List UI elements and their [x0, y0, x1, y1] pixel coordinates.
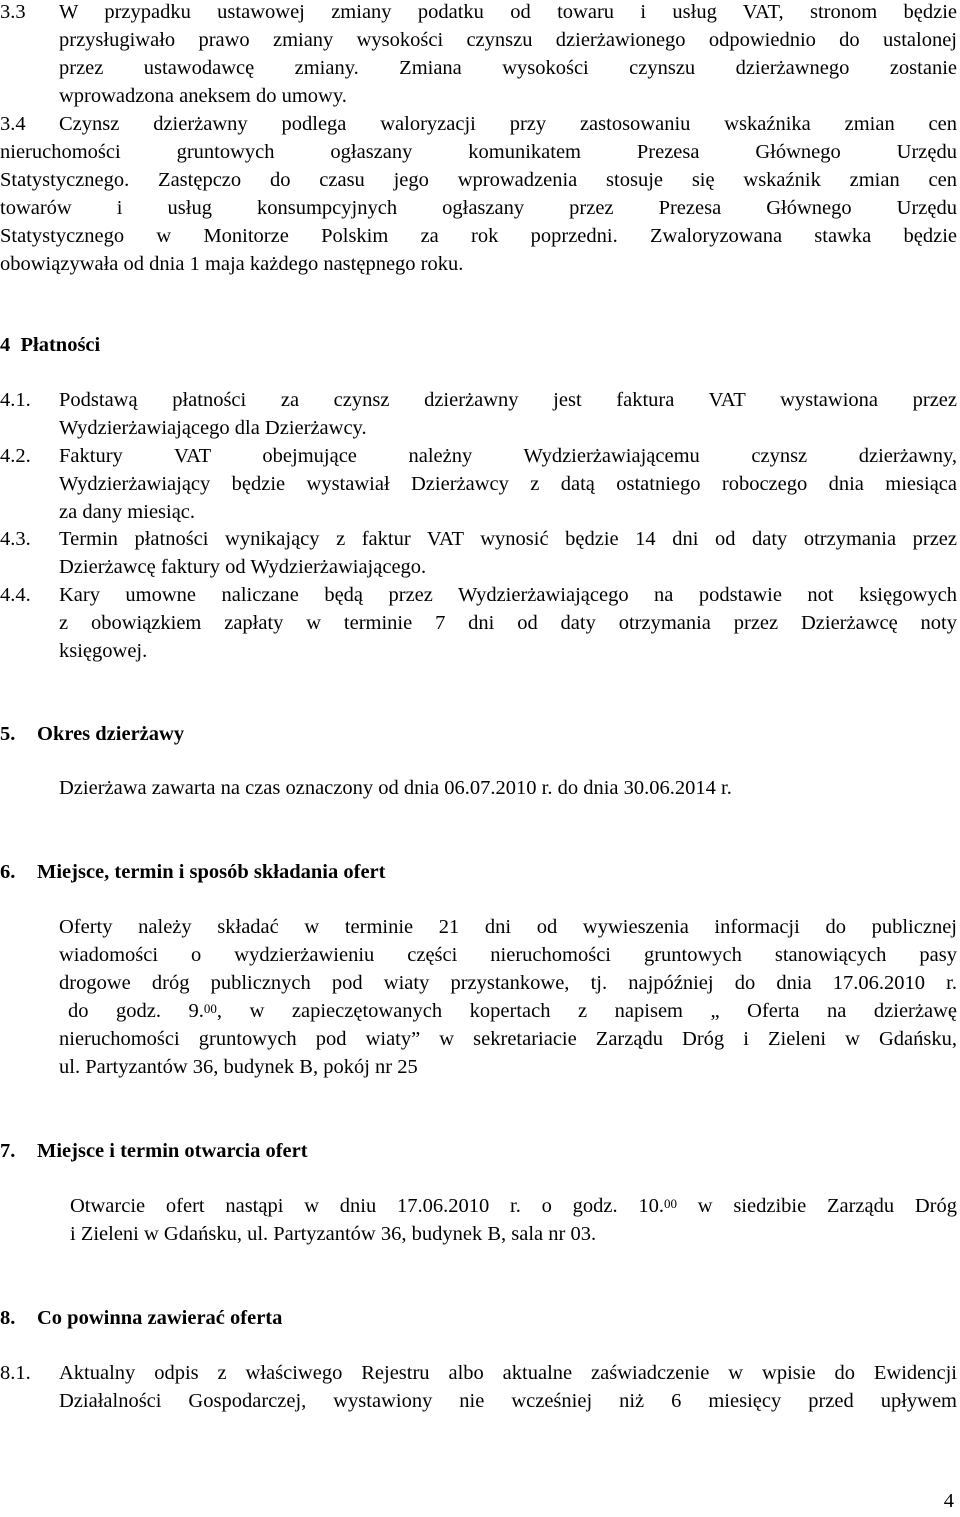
text-line-with-superscript: [68, 997, 957, 1025]
section-title: Miejsce i termin otwarcia ofert: [37, 1140, 308, 1162]
text-line: Statystycznego w Monitorze Polskim za rok poprzedni. Zwaloryzowana stawka będzie: [0, 225, 957, 247]
text-line: Działalności Gospodarczej, wystawiony nie wcześniej niż 6 miesięcy przed upływem: [59, 1390, 957, 1412]
section-number: 8.: [0, 1307, 16, 1329]
section-heading-platnosci: 4 Płatności: [0, 334, 101, 356]
text-line: nieruchomości gruntowych ogłaszany komunikatem Prezesa Głównego Urzędu: [0, 141, 957, 163]
text-fragment: Otwarcie ofert nastąpi w dniu 17.06.2010 r. o godz. 10.: [70, 1195, 664, 1217]
text-line: towarów i usług konsumpcyjnych ogłaszany przez Prezesa Głównego Urzędu: [0, 197, 957, 219]
superscript: 00: [663, 1196, 677, 1211]
text-line: Kary umowne naliczane będą przez Wydzierżawiającego na podstawie not księgowych: [59, 584, 957, 606]
text-line: obowiązywała od dnia 1 maja każdego następnego roku.: [0, 253, 464, 275]
text-line: Czynsz dzierżawny podlega waloryzacji przy zastosowaniu wskaźnika zmian cen: [59, 113, 957, 135]
text-line: W przypadku ustawowej zmiany podatku od towaru i usług VAT, stronom będzie: [59, 1, 957, 23]
section-number: 5.: [0, 723, 16, 745]
text-line: Wydzierżawiającego dla Dzierżawcy.: [59, 417, 367, 439]
text-line: nieruchomości gruntowych pod wiaty” w sekretariacie Zarządu Dróg i Zieleni w Gdańsku,: [59, 1028, 957, 1050]
text-fragment: do godz. 9.: [68, 1000, 204, 1022]
text-line: Oferty należy składać w terminie 21 dni od wywieszenia informacji do publicznej: [59, 916, 957, 938]
text-line: księgowej.: [59, 640, 148, 662]
page-number: 4: [943, 1490, 954, 1512]
text-line: z obowiązkiem zapłaty w terminie 7 dni od daty otrzymania przez Dzierżawcę noty: [59, 612, 957, 634]
text-line: Faktury VAT obejmujące należny Wydzierżawiającemu czynsz dzierżawny,: [59, 445, 957, 467]
section-number: 6.: [0, 861, 16, 883]
paragraph-number: 4.4.: [0, 584, 31, 606]
text-line: przysługiwało prawo zmiany wysokości czynszu dzierżawionego odpowiednio do ustalonej: [59, 29, 957, 51]
text-line: Termin płatności wynikający z faktur VAT wynosić będzie 14 dni od daty otrzymania przez: [59, 528, 957, 550]
paragraph-number: 3.4: [0, 113, 26, 135]
text-line-with-superscript: [70, 1192, 957, 1220]
section-title: Okres dzierżawy: [37, 723, 185, 745]
paragraph-number: 4.2.: [0, 445, 31, 467]
section-title: Co powinna zawierać oferta: [37, 1307, 283, 1329]
superscript: 00: [203, 1001, 217, 1016]
text-line: Aktualny odpis z właściwego Rejestru albo aktualne zaświadczenie w wpisie do Ewidencji: [59, 1362, 957, 1384]
text-line: Dzierżawa zawarta na czas oznaczony od dnia 06.07.2010 r. do dnia 30.06.2014 r.: [59, 777, 732, 799]
text-line: wiadomości o wydzierżawieniu części nieruchomości gruntowych stanowiących pasy: [59, 944, 957, 966]
paragraph-number: 4.1.: [0, 389, 31, 411]
section-number: 7.: [0, 1140, 16, 1162]
text-line: drogowe dróg publicznych pod wiaty przystankowe, tj. najpóźniej do dnia 17.06.2010 r.: [59, 972, 957, 994]
paragraph-number: 4.3.: [0, 528, 31, 550]
text-fragment: , w zapieczętowanych kopertach z napisem „ Oferta na dzierżawę: [216, 1000, 957, 1022]
text-line: za dany miesiąc.: [59, 501, 196, 523]
text-line: Wydzierżawiający będzie wystawiał Dzierżawcy z datą ostatniego roboczego dnia miesiąca: [59, 473, 957, 495]
text-fragment: w siedzibie Zarządu Dróg: [676, 1195, 957, 1217]
paragraph-number: 8.1.: [0, 1362, 31, 1384]
text-line: Podstawą płatności za czynsz dzierżawny jest faktura VAT wystawiona przez: [59, 389, 957, 411]
text-line: i Zieleni w Gdańsku, ul. Partyzantów 36, budynek B, sala nr 03.: [70, 1223, 597, 1245]
paragraph-number: 3.3: [0, 1, 26, 23]
text-line: przez ustawodawcę zmiany. Zmiana wysokości czynszu dzierżawnego zostanie: [59, 57, 957, 79]
text-line: Statystycznego. Zastępczo do czasu jego wprowadzenia stosuje się wskaźnik zmian cen: [0, 169, 957, 191]
text-line: ul. Partyzantów 36, budynek B, pokój nr 25: [59, 1056, 418, 1078]
section-title: Miejsce, termin i sposób składania ofert: [37, 861, 386, 883]
text-line: Dzierżawcę faktury od Wydzierżawiającego.: [59, 556, 427, 578]
text-line: wprowadzona aneksem do umowy.: [59, 85, 347, 107]
